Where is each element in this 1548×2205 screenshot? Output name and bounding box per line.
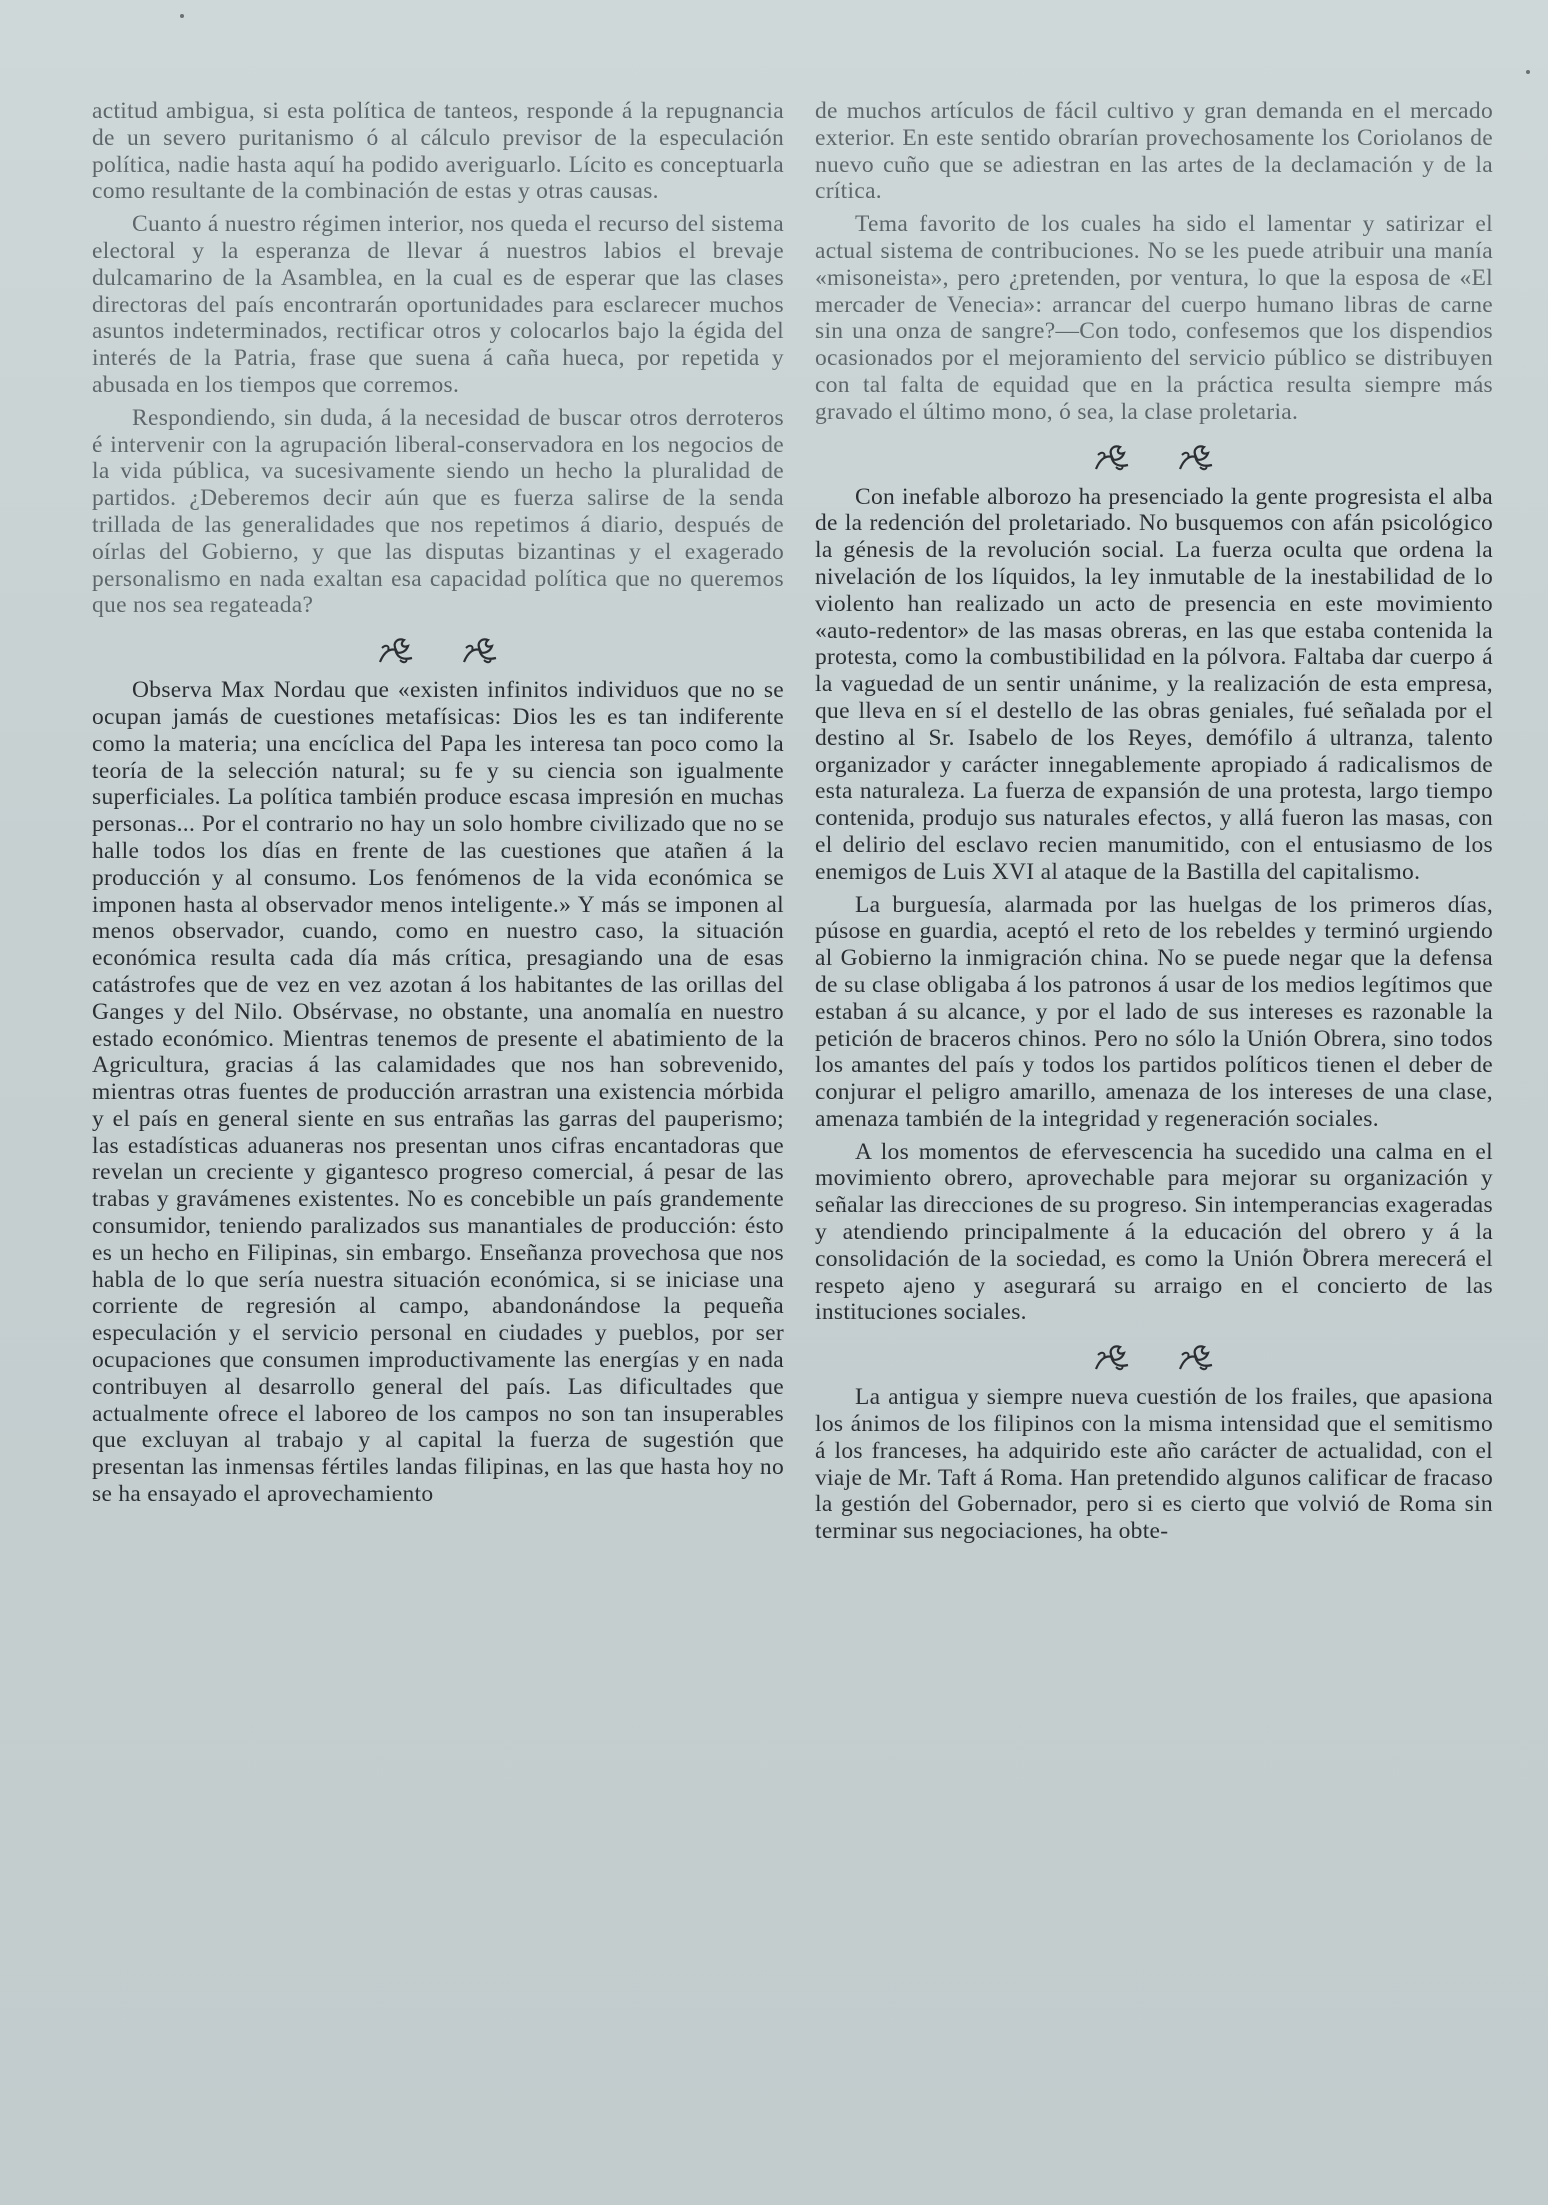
- paragraph: Observa Max Nordau que «existen infinitos individuos que no se ocupan jamás de cuestiones metafísicas: Dios les es tan indiferente como la materia; una encíclica del Papa les interesa tan poco como la teoría de la selección natural; su fe y su ciencia son igualmente superficiales. La política también produce escasa impresión en muchas personas... Por el contrario no hay un solo hombre civilizado que no se halle todos los días en frente de las cuestiones que atañen á la producción y al consumo. Los fenómenos de la vida económica se imponen hasta al observador menos inteligente.» Y más se imponen al menos observador, cuando, como en nuestro caso, la situación económica resulta cada día más crítica, presagiando una de esas catástrofes que de vez en vez azotan á los habitantes de las orillas del Ganges y del Nilo. Obsérvase, no obstante, una anomalía en nuestro estado económico. Mientras tenemos de presente el abatimiento de la Agricultura, gracias á las calamidades que nos han sobrevenido, mientras otras fuentes de producción arrastran una existencia mórbida y el país en general siente en sus entrañas las garras del pauperismo; las estadísticas aduaneras nos presentan unos cifras encantadoras que revelan un creciente y gigantesco progreso comercial, á pesar de las trabas y gravámenes existentes. No es concebible un país grandemente consumidor, teniendo paralizados sus manantiales de producción: ésto es un hecho en Filipinas, sin embargo. Enseñanza provechosa que nos habla de lo que sería nuestra situación económica, si se iniciase una corriente de regresión al campo, abandonándose la pequeña especulación y el servicio personal en ciudades y pueblos, por ser ocupaciones que consumen improductivamente las energías y en nada contribuyen al desarrollo general del país. Las dificultades que actualmente ofrece el laboreo de los campos no son tan insuperables que excluyan al trabajo y al capital la fuerza de sugestión que presentan las inmensas fértiles landas filipinas, en las que hasta hoy no se ha ensayado el aprovechamiento: [92, 677, 784, 1508]
- right-column: [815, 98, 1493, 1551]
- paragraph: La burguesía, alarmada por las huelgas de los primeros días, púsose en guardia, aceptó el reto de los rebeldes y terminó urgiendo al Gobierno la inmigración china. No se puede negar que la defensa de su clase obligaba á los patronos á usar de los medios legítimos que estaban á su alcance, y por el lado de sus intereses es razonable la petición de braceros chinos. Pero no sólo la Unión Obrera, sino todos los amantes del país y todos los partidos políticos tienen el deber de conjurar el peligro amarillo, amenaza de los intereses de una clase, amenaza también de la integridad y regeneración sociales.: [815, 891, 1493, 1132]
- paragraph: Tema favorito de los cuales ha sido el lamentar y satirizar el actual sistema de contribuciones. No se les puede atribuir una manía «misoneista», pero ¿pretenden, por ventura, lo que la esposa de «El mercader de Venecia»: arrancar del cuerpo humano libras de carne sin una onza de sangre?—Con todo, confesemos que los dispendios ocasionados por el mejoramiento del servicio público se distribuyen con tal falta de equidad que en la práctica resulta siempre más gravado el último mono, ó sea, la clase proletaria.: [815, 211, 1493, 425]
- paragraph: Respondiendo, sin duda, á la necesidad de buscar otros derroteros é intervenir con la agrupación liberal-conservadora en los negocios de la vida pública, va sucesivamente siendo un hecho la pluralidad de partidos. ¿Deberemos decir aún que es fuerza salirse de la senda trillada de las generalidades que nos repetimos á diario, después de oírlas del Gobierno, y que las disputas bizantinas y el exagerado personalismo en nada exaltan esa capacidad política que no queremos que nos sea regateada?: [92, 404, 784, 619]
- floral-separator-icon: [1090, 1341, 1134, 1375]
- floral-separator-icon: [1174, 1341, 1218, 1375]
- print-speck: [1526, 70, 1530, 74]
- paragraph: Con inefable alborozo ha presenciado la gente progresista el alba de la redención del proletariado. No busquemos con afán psicológico la génesis de la revolución social. La fuerza oculta que ordena la nivelación de los líquidos, la ley inmutable de la inestabilidad de lo violento han realizado un acto de presencia en este movimiento «auto-redentor» de las masas obreras, en las que estaba contenida la protesta, como la combustibilidad en la pólvora. Faltaba dar cuerpo á la vaguedad de un sentir unánime, y la realización de esta empresa, que lleva en sí el destello de las obras geniales, fué señalada por el destino al Sr. Isabelo de los Reyes, demófilo á ultranza, talento organizador y carácter innegablemente apropiado á radicalismos de esta naturaleza. La fuerza de expansión de una protesta, largo tiempo contenida, produjo sus naturales efectos, y allá fueron las masas, con el delirio del esclavo recien manumitido, con el entusiasmo de los enemigos de Luis XVI al ataque de la Bastilla del capitalismo.: [815, 483, 1493, 885]
- left-column: [92, 98, 784, 1514]
- section-separator: [92, 625, 784, 677]
- paragraph: La antigua y siempre nueva cuestión de los frailes, que apasiona los ánimos de los filipinos con la misma intensidad que el semitismo á los franceses, ha adquirido este año carácter de actualidad, con el viaje de Mr. Taft á Roma. Han pretendido algunos calificar de fracaso la gestión del Gobernador, pero si es cierto que volvió de Roma sin terminar sus negociaciones, ha obte-: [815, 1384, 1493, 1545]
- section-separator: [815, 432, 1493, 484]
- paragraph: Cuanto á nuestro régimen interior, nos queda el recurso del sistema electoral y la esperanza de llevar á nuestros labios el brevaje dulcamarino de la Asamblea, en la cual es de esperar que las clases directoras del país encontrarán oportunidades para esclarecer muchos asuntos indeterminados, rectificar otros y colocarlos bajo la égida del interés de la Patria, frase que suena á caña hueca, por repetida y abusada en los tiempos que corremos.: [92, 211, 784, 398]
- paragraph: A los momentos de efervescencia ha sucedido una calma en el movimiento obrero, aprovechable para mejorar su organización y señalar las direcciones de su progreso. Sin intemperancias exageradas y atendiendo principalmente á la educación del obrero y á la consolidación de la sociedad, es como la Unión Obrera merecerá el respeto ajeno y asegurará su arraigo en el concierto de las instituciones sociales.: [815, 1138, 1493, 1326]
- print-speck: [180, 14, 184, 18]
- floral-separator-icon: [374, 634, 418, 668]
- floral-separator-icon: [458, 634, 502, 668]
- floral-separator-icon: [1090, 441, 1134, 475]
- paragraph: actitud ambigua, si esta política de tanteos, responde á la repugnancia de un severo puritanismo ó al cálculo previsor de la especulación política, nadie hasta aquí ha podido averiguarlo. Lícito es conceptuarla como resultante de la combinación de estas y otras causas.: [92, 98, 784, 205]
- floral-separator-icon: [1174, 441, 1218, 475]
- paragraph: de muchos artículos de fácil cultivo y gran demanda en el mercado exterior. En este sentido obrarían provechosamente los Coriolanos de nuevo cuño que se adiestran en las artes de la declamación y de la crítica.: [815, 98, 1493, 205]
- section-separator: [815, 1332, 1493, 1384]
